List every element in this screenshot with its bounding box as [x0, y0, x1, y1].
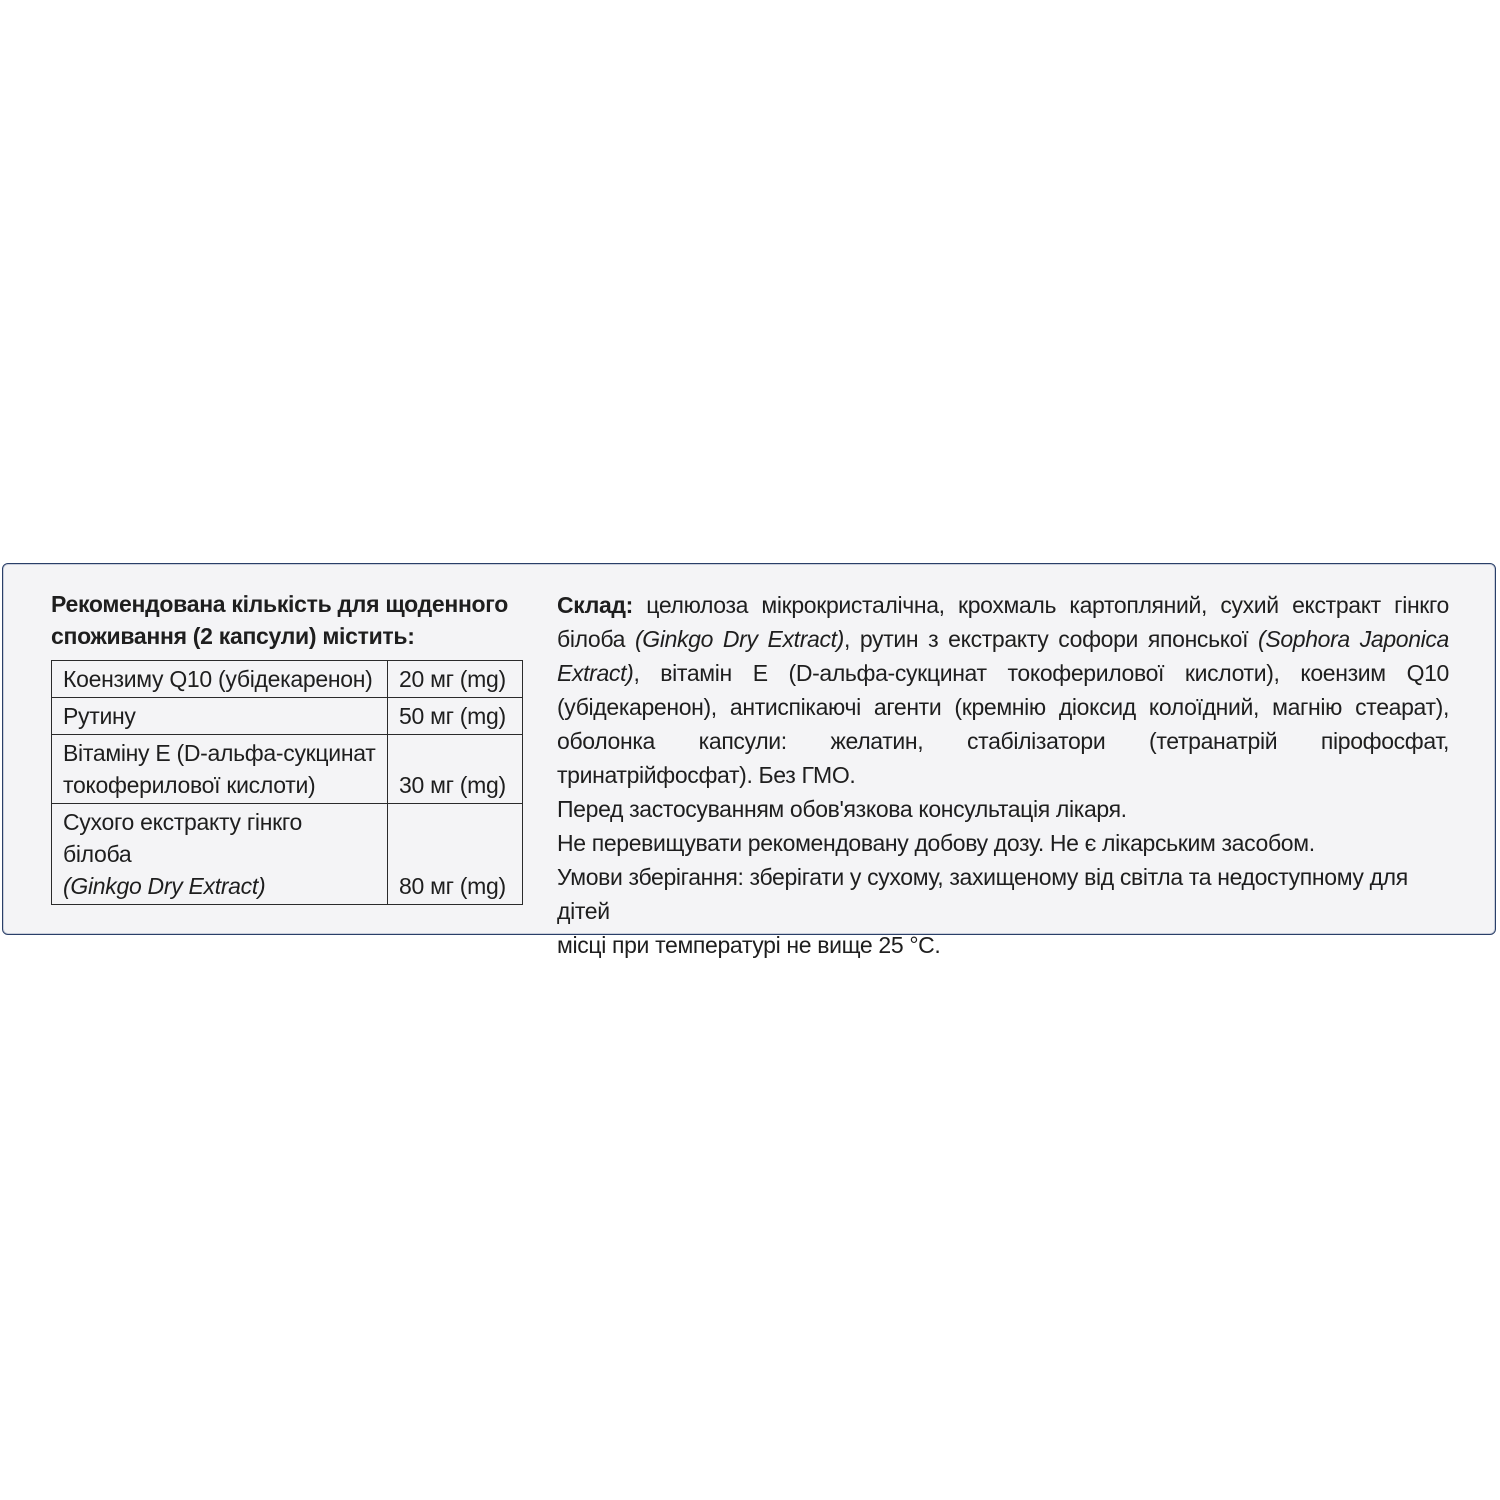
- composition-part-1: целюлоза мікрокристалічна, крохмаль картопляний, сухий екстракт гінкго білоба: [557, 592, 1449, 652]
- nutrient-name: Коензиму Q10 (убідекаренон): [52, 661, 388, 698]
- table-row: [52, 661, 523, 698]
- table-row: [52, 804, 523, 905]
- table-row: [52, 698, 523, 735]
- composition-latin-2: (Sophora Japonica Extract): [557, 626, 1449, 686]
- nutrient-amount: 30 мг (mg): [388, 735, 523, 804]
- nutrient-amount: 80 мг (mg): [388, 804, 523, 905]
- composition-label: Склад:: [557, 592, 633, 618]
- heading-line-1: Рекомендована кількість для щоденного: [51, 591, 509, 617]
- composition-section: [557, 588, 1449, 962]
- nutrient-name-line-2: токоферилової кислоти): [63, 772, 316, 798]
- nutrient-name: [52, 804, 388, 905]
- nutrient-amount: 50 мг (mg): [388, 698, 523, 735]
- nutrient-name: [52, 735, 388, 804]
- consultation-note: Перед застосуванням обов'язкова консультація лікаря.: [557, 796, 1127, 822]
- nutrient-name: Рутину: [52, 698, 388, 735]
- nutrient-name-line-1: Вітаміну Е (D-альфа-сукцинат: [63, 740, 376, 766]
- composition-latin-1: (Ginkgo Dry Extract): [634, 626, 844, 652]
- composition-part-2: , рутин з екстракту софори японської: [843, 626, 1259, 652]
- storage-line-2: місці при температурі не вище 25 °С.: [557, 932, 941, 958]
- composition-part-3: , вітамін Е (D-альфа-сукцинат токоферилової кислоти), коензим Q10 (убідекаренон), антиспікаючі агенти (кремнію діоксид колоїдний, магнію стеарат), оболонка капсули: желатин, стабілізатори (тетранатрій пірофосфат, тринатрійфосфат). Без ГМО.: [557, 660, 1449, 788]
- nutrient-amount: 20 мг (mg): [388, 661, 523, 698]
- nutrient-name-line-1: Сухого екстракту гінкго білоба: [63, 809, 302, 867]
- table-row: [52, 735, 523, 804]
- nutrient-table: [51, 660, 523, 905]
- composition-text: [557, 588, 1449, 792]
- storage-conditions: [557, 860, 1449, 962]
- daily-intake-section: [51, 588, 523, 905]
- dose-warning: Не перевищувати рекомендовану добову дозу. Не є лікарським засобом.: [557, 830, 1315, 856]
- heading-line-2: споживання (2 капсули) містить:: [51, 623, 415, 649]
- product-info-panel: [2, 563, 1496, 958]
- nutrient-name-line-2: (Ginkgo Dry Extract): [63, 873, 266, 899]
- daily-intake-heading: [51, 588, 523, 652]
- storage-line-1: Умови зберігання: зберігати у сухому, захищеному від світла та недоступному для дітей: [557, 864, 1408, 924]
